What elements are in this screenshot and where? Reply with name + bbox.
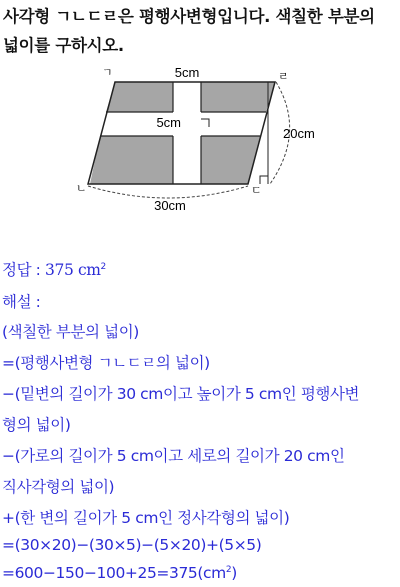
- answer-exponent: 2: [100, 261, 106, 272]
- problem-line-2: 넓이를 구하시오.: [3, 36, 124, 55]
- base-dimension-arc: [88, 186, 248, 198]
- vertex-label-b: ㄴ: [76, 182, 87, 195]
- problem-text: [3, 2, 397, 60]
- parallelogram-figure: [70, 62, 330, 222]
- shaded-region-bottom-left: [90, 136, 173, 184]
- explanation-label: 해설 :: [2, 293, 41, 311]
- solution-line-1: (색칠한 부분의 넓이): [2, 323, 139, 341]
- solution-line-4: 형의 넓이): [2, 416, 71, 434]
- solution-line-8: =(30×20)−(30×5)−(5×20)+(5×5): [2, 536, 262, 554]
- middle-width-label: 5cm: [156, 115, 181, 130]
- vertex-label-a: ㄱ: [102, 66, 113, 79]
- solution-line-9-end: ): [231, 564, 237, 582]
- right-angle-mark-bottom: [260, 176, 268, 184]
- solution-line-9: [2, 564, 398, 582]
- right-angle-mark-middle: [201, 119, 209, 127]
- solution-line-6: 직사각형의 넓이): [2, 478, 115, 496]
- solution-line-9-exponent: 2: [225, 564, 232, 575]
- answer-value: 375 cm: [45, 261, 101, 279]
- shaded-region-bottom-right: [201, 136, 260, 184]
- vertex-label-d: ㄹ: [278, 70, 289, 83]
- solution-line-7: +(한 변의 길이가 5 cm인 정사각형의 넓이): [2, 509, 290, 527]
- solution-line-5: −(가로의 길이가 5 cm이고 세로의 길이가 20 cm인: [2, 447, 345, 465]
- answer-line: [2, 258, 398, 280]
- problem-line-1: 사각형 ㄱㄴㄷㄹ은 평행사변형입니다. 색칠한 부분의: [3, 7, 375, 26]
- solution-line-2: =(평행사변형 ㄱㄴㄷㄹ의 넓이): [2, 354, 210, 372]
- shaded-region-top-right: [201, 82, 275, 112]
- top-width-label: 5cm: [174, 65, 200, 80]
- answer-label: 정답 :: [2, 261, 41, 279]
- base-label: 30cm: [154, 198, 186, 213]
- solution-line-3: −(밑변의 길이가 30 cm이고 높이가 5 cm인 평행사변: [2, 385, 360, 403]
- height-label: 20cm: [283, 126, 315, 141]
- solution-line-9-text: =600−150−100+25=375(cm: [2, 564, 226, 582]
- vertex-label-c: ㄷ: [251, 184, 262, 197]
- shaded-region-top-left: [106, 82, 173, 112]
